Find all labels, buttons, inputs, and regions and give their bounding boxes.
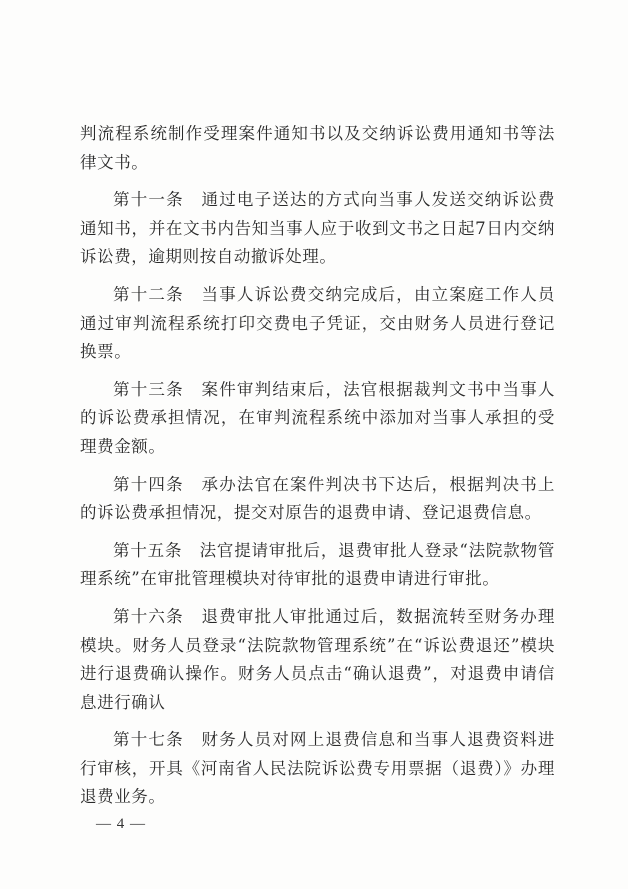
paragraph-article-15: 第十五条 法官提请审批后，退费审批人登录“法院款物管理系统”在审批管理模块对待审批的退费申请进行审批。 bbox=[80, 540, 555, 589]
paragraph-article-14: 第十四条 承办法官在案件判决书下达后，根据判决书上的诉讼费承担情况，提交对原告的退费申请、登记退费信息。 bbox=[80, 474, 555, 523]
document-body bbox=[80, 120, 555, 812]
paragraph-article-11: 第十一条 通过电子送达的方式向当事人发送交纳诉讼费通知书，并在文书内告知当事人应于收到文书之日起7日内交纳诉讼费，逾期则按自动撤诉处理。 bbox=[80, 190, 555, 267]
paragraph-article-12: 第十二条 当事人诉讼费交纳完成后，由立案庭工作人员通过审判流程系统打印交费电子凭证，交由财务人员进行登记换票。 bbox=[80, 284, 555, 362]
page-number: — 4 — bbox=[96, 816, 146, 832]
paragraph-continued: 判流程系统制作受理案件通知书以及交纳诉讼费用通知书等法律文书。 bbox=[80, 124, 555, 172]
paragraph-article-16: 第十六条 退费审批人审批通过后，数据流转至财务办理模块。财务人员登录“法院款物管理系统”在“诉讼费退还”模块进行退费确认操作。财务人员点击“确认退费”，对退费申请信息进行确认 bbox=[80, 606, 555, 712]
paragraph-article-13: 第十三条 案件审判结束后，法官根据裁判文书中当事人的诉讼费承担情况，在审判流程系统中添加对当事人承担的受理费金额。 bbox=[80, 379, 555, 456]
paragraph-article-17: 第十七条 财务人员对网上退费信息和当事人退费资料进行审核，开具《河南省人民法院诉讼费专用票据（退费）》办理退费业务。 bbox=[80, 730, 555, 807]
